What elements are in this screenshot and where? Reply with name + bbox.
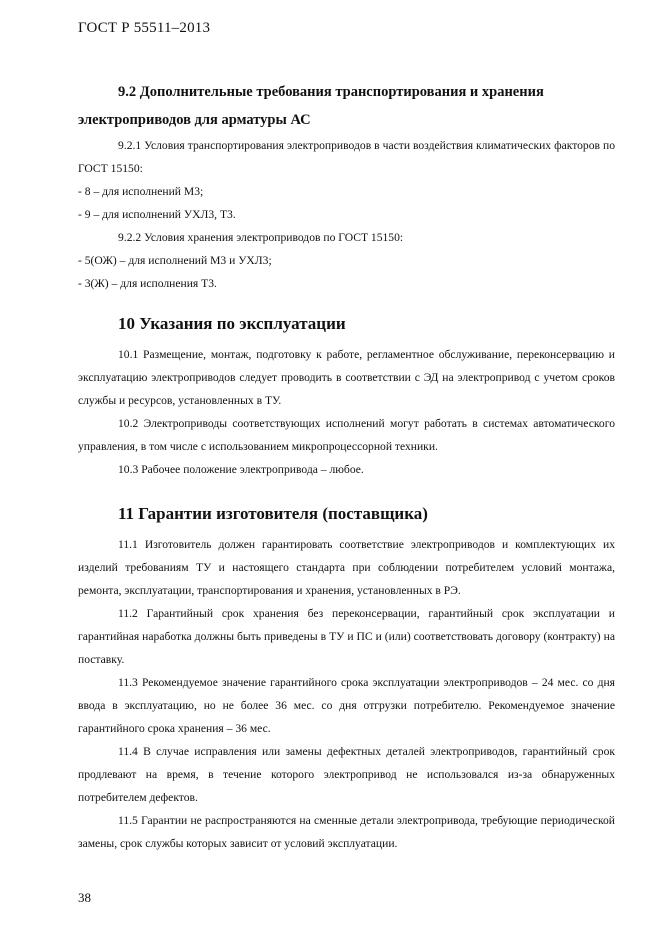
paragraph-11-2: 11.2 Гарантийный срок хранения без переконсервации, гарантийный срок эксплуатации и гарантийная наработка должны быть приведены в ТУ и ПС и (или) соответствовать договору (контракту) на поставку. <box>78 607 615 666</box>
list-item: - 3(Ж) – для исполнения Т3. <box>78 277 217 290</box>
paragraph-11-5: 11.5 Гарантии не распространяются на сменные детали электропривода, требующие периодической замены, срок службы которых зависит от условий эксплуатации. <box>78 814 615 850</box>
section-11-title: 11 Гарантии изготовителя (поставщика) <box>118 504 428 523</box>
paragraph-10-1: 10.1 Размещение, монтаж, подготовку к работе, регламентное обслуживание, переконсервацию и эксплуатацию электроприводов следует проводить в соответствии с ЭД на электропривод с учетом сроков службы и ресурсов, установленных в ТУ. <box>78 348 615 407</box>
document-header: ГОСТ Р 55511–2013 <box>78 20 211 36</box>
section-9-2 <box>78 78 615 295</box>
list-item: - 9 – для исполнений УХЛ3, Т3. <box>78 208 236 221</box>
page-number: 38 <box>78 890 91 905</box>
list-item: - 5(ОЖ) – для исполнений М3 и УХЛ3; <box>78 254 272 267</box>
paragraph-10-2: 10.2 Электроприводы соответствующих исполнений могут работать в системах автоматического управления, в том числе с использованием микропроцессорной техники. <box>78 417 615 453</box>
paragraph-9-2-1: 9.2.1 Условия транспортирования электроприводов в части воздействия климатических факторов по ГОСТ 15150: <box>78 139 615 175</box>
section-9-2-title-line1: 9.2 Дополнительные требования транспортирования и хранения <box>118 84 544 100</box>
paragraph-11-3: 11.3 Рекомендуемое значение гарантийного срока эксплуатации электроприводов – 24 мес. со дня ввода в эксплуатацию, но не более 36 мес. со дня отгрузки потребителю. Рекомендуемое значение гарантийного срока хранения – 36 мес. <box>78 676 615 735</box>
section-10-title: 10 Указания по эксплуатации <box>118 314 346 333</box>
list-item: - 8 – для исполнений М3; <box>78 185 204 198</box>
paragraph-11-1: 11.1 Изготовитель должен гарантировать соответствие электроприводов и комплектующих их изделий требованиям ТУ и настоящего стандарта при соблюдении потребителем условий монтажа, ремонта, эксплуатации, транспортирования и хранения, установленных в РЭ. <box>78 538 615 597</box>
paragraph-9-2-2: 9.2.2 Условия хранения электроприводов по ГОСТ 15150: <box>118 231 404 244</box>
section-9-2-title-line2: электроприводов для арматуры АС <box>78 112 311 128</box>
page-content <box>78 78 615 855</box>
paragraph-11-4: 11.4 В случае исправления или замены дефектных деталей электроприводов, гарантийный срок продлевают на время, в течение которого электропривод не использовался из-за обнаруженных потребителем дефектов. <box>78 745 615 804</box>
paragraph-10-3: 10.3 Рабочее положение электропривода – любое. <box>118 463 364 476</box>
